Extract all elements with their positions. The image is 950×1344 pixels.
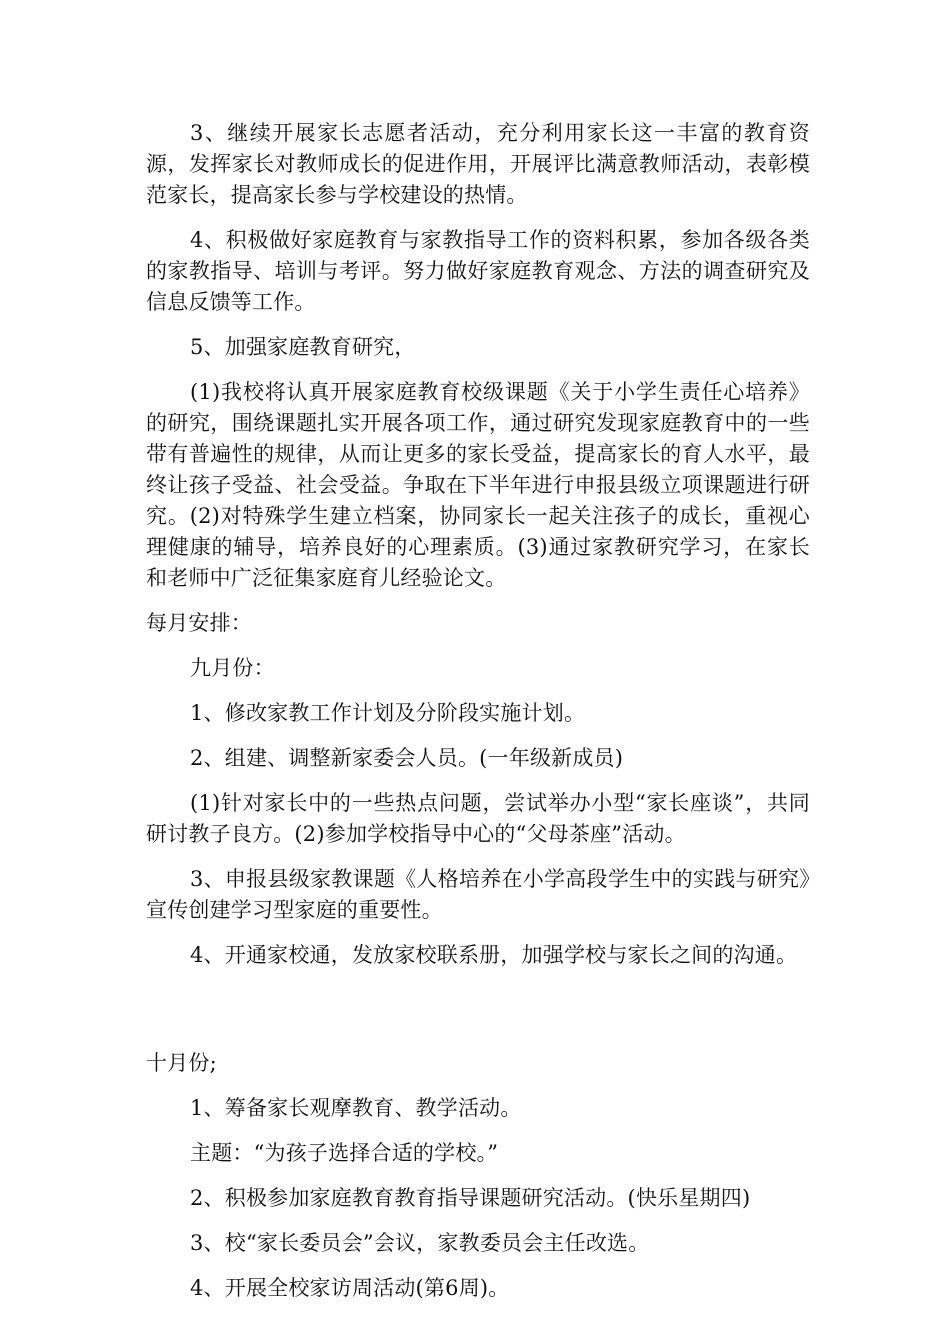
heading-october: 十月份;: [146, 1051, 217, 1075]
list-item-sept-2-detail: (1)针对家长中的一些热点问题，尝试举办小型“家长座谈”，共同研讨教子良方。(2)参加学校指导中心的“父母茶座”活动。: [146, 791, 810, 846]
list-item-sept-2: 2、组建、调整新家委会人员。(一年级新成员): [190, 746, 624, 770]
list-item-sept-1: 1、修改家教工作计划及分阶段实施计划。: [190, 701, 586, 725]
heading-september: 九月份：: [190, 656, 275, 680]
list-item-oct-3: 3、校“家长委员会”会议，家教委员会主任改选。: [190, 1231, 650, 1255]
list-item-oct-theme: 主题：“为孩子选择合适的学校。”: [190, 1141, 499, 1165]
section-monthly-plan: 每月安排：: [146, 611, 252, 635]
list-item-oct-4: 4、开展全校家访周活动(第6周)。: [190, 1276, 510, 1300]
paragraph-research-heading: 5、加强家庭教育研究，: [190, 335, 416, 359]
list-item-oct-2: 2、积极参加家庭教育教育指导课题研究活动。(快乐星期四): [190, 1186, 751, 1210]
paragraph-research-detail: (1)我校将认真开展家庭教育校级课题《关于小学生责任心培养》的研究，围绕课题扎实开展各项工作，通过研究发现家庭教育中的一些带有普遍性的规律，从而让更多的家长受益，提高家长的育人水平，最终让孩子受益、社会受益。争取在下半年进行申报县级立项课题进行研究。(2)对特殊学生建立档案，协同家长一起关注孩子的成长，重视心理健康的辅导，培养良好的心理素质。(3)通过家教研究学习，在家长和老师中广泛征集家庭育儿经验论文。: [146, 380, 810, 590]
list-item-oct-1: 1、筹备家长观摩教育、教学活动。: [190, 1096, 522, 1120]
list-item-sept-4: 4、开通家校通，发放家校联系册，加强学校与家长之间的沟通。: [190, 943, 798, 967]
list-item-sept-3: 3、申报县级家教课题《人格培养在小学高段学生中的实践与研究》宣传创建学习型家庭的重要性。: [146, 867, 810, 922]
paragraph-volunteer: 3、继续开展家长志愿者活动，充分利用家长这一丰富的教育资源，发挥家长对教师成长的促进作用，开展评比满意教师活动，表彰模范家长，提高家长参与学校建设的热情。: [146, 121, 810, 207]
document-page: [146, 118, 810, 1304]
paragraph-materials: 4、积极做好家庭教育与家教指导工作的资料积累，参加各级各类的家教指导、培训与考评。努力做好家庭教育观念、方法的调查研究及信息反馈等工作。: [146, 228, 810, 314]
